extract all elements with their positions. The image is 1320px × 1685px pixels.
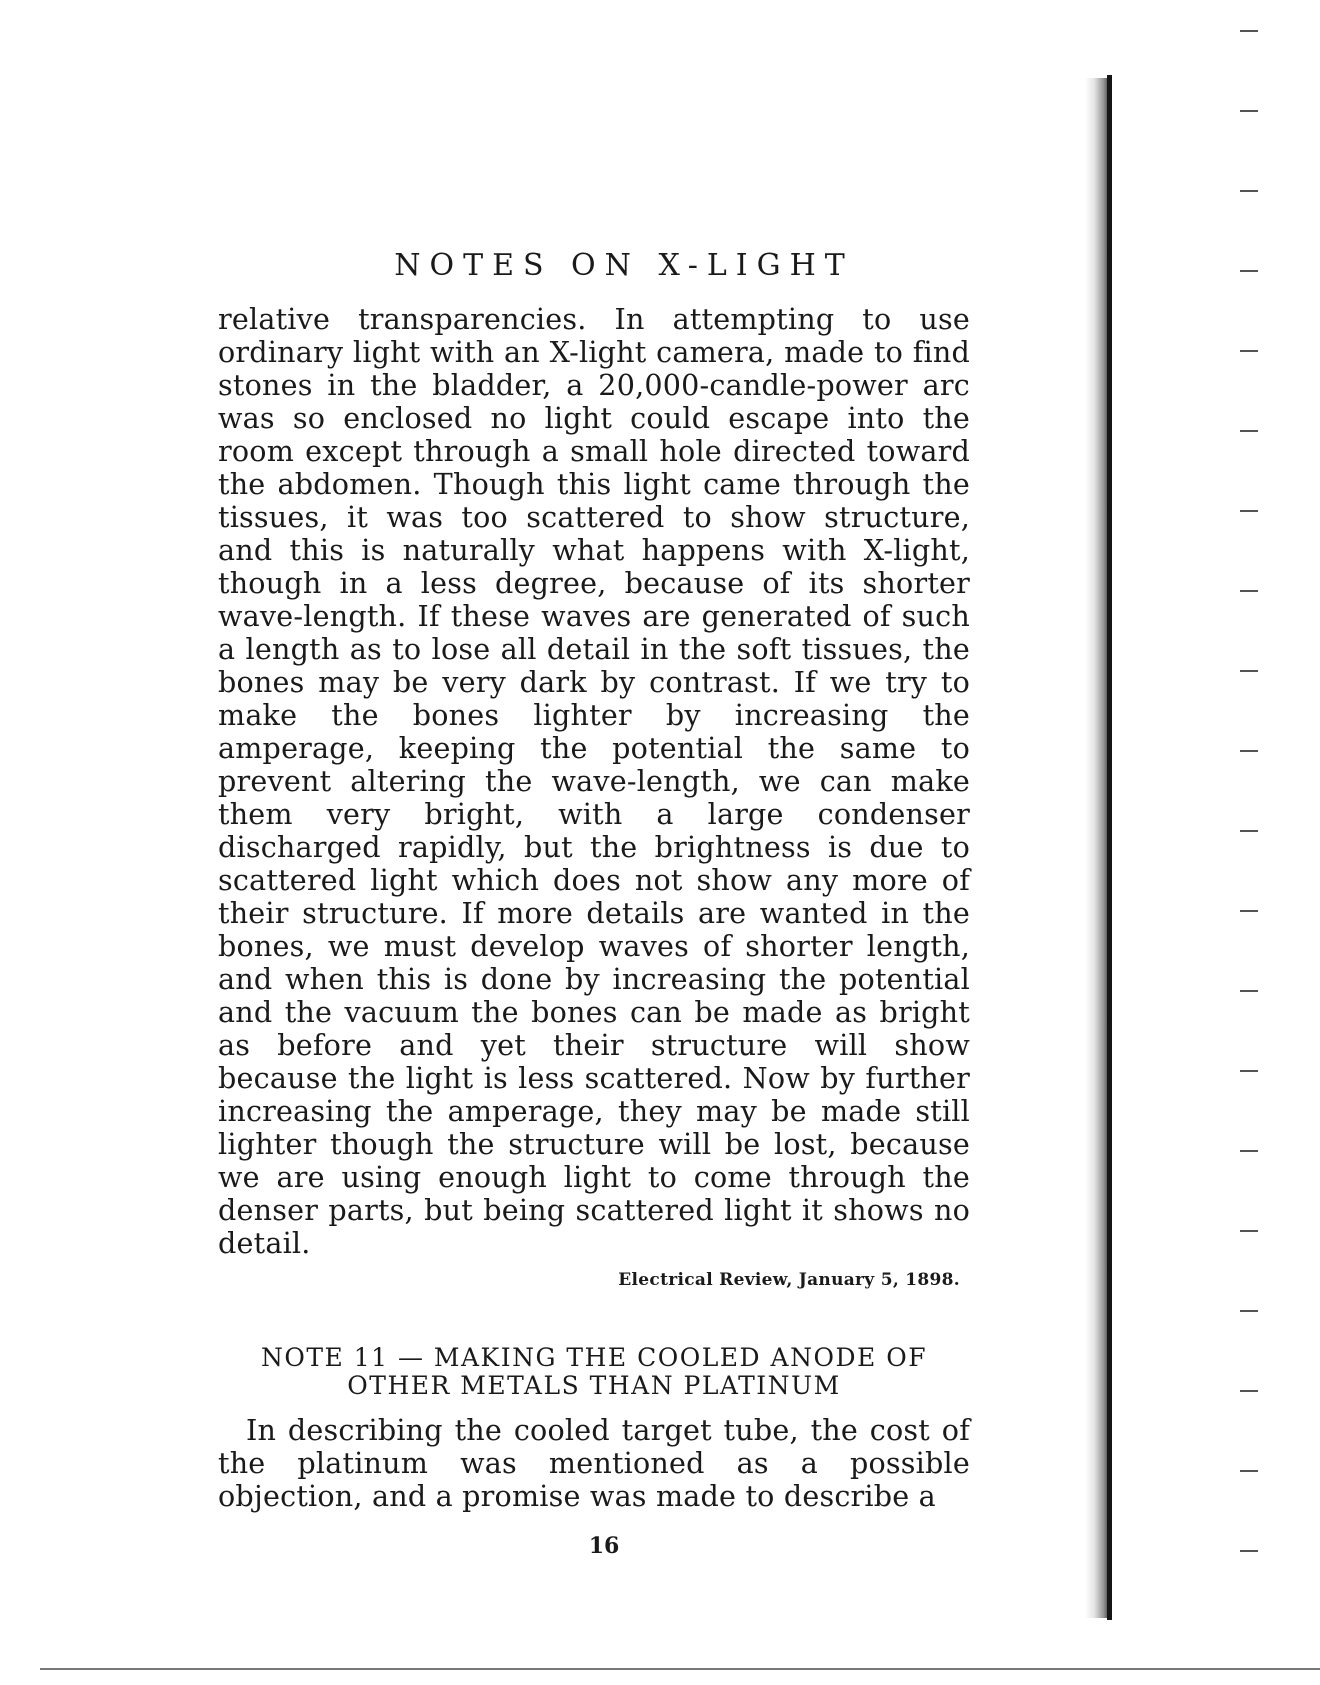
source-citation: Electrical Review, January 5, 1898. — [618, 1270, 960, 1290]
page-column — [218, 248, 970, 1559]
body-paragraph: relative transparencies. In attempting to use ordinary light with an X-light camera, made to find stones in the bladder, a 20,000-candle-power arc was so enclosed no light could escape into the room except through a small hole directed toward the abdomen. Though this light came through the tissues, it was too scattered to show structure, and this is naturally what happens with X-light, though in a less degree, because of its shorter wave-length. If these waves are generated of such a length as to lose all detail in the soft tissues, the bones may be very dark by contrast. If we try to make the bones lighter by increasing the amperage, keeping the potential the same to prevent altering the wave-length, we can make them very bright, with a large condenser discharged rapidly, but the brightness is due to scattered light which does not show any more of their structure. If more details are wanted in the bones, we must develop waves of shorter length, and when this is done by increasing the potential and the vacuum the bones can be made as bright as before and yet their structure will show because the light is less scattered. Now by further increasing the amperage, they may be made still lighter though the structure will be lost, because we are using enough light to come through the denser parts, but being scattered light it shows no detail. — [218, 302, 970, 1260]
note-heading-line-1: NOTE 11 — MAKING THE COOLED ANODE OF — [260, 1343, 928, 1372]
page-number: 16 — [588, 1533, 620, 1559]
note-heading-line-2: OTHER METALS THAN PLATINUM — [347, 1371, 841, 1400]
page-bottom-edge — [40, 1668, 1320, 1670]
scan-edge-marks — [1240, 30, 1280, 1630]
binding-edge — [1107, 75, 1112, 1620]
running-head: NOTES ON X-LIGHT — [394, 248, 854, 283]
note-heading — [218, 1344, 970, 1400]
note-paragraph: In describing the cooled target tube, the cost of the platinum was mentioned as a possible objection, and a promise was made to describe a — [218, 1413, 970, 1513]
